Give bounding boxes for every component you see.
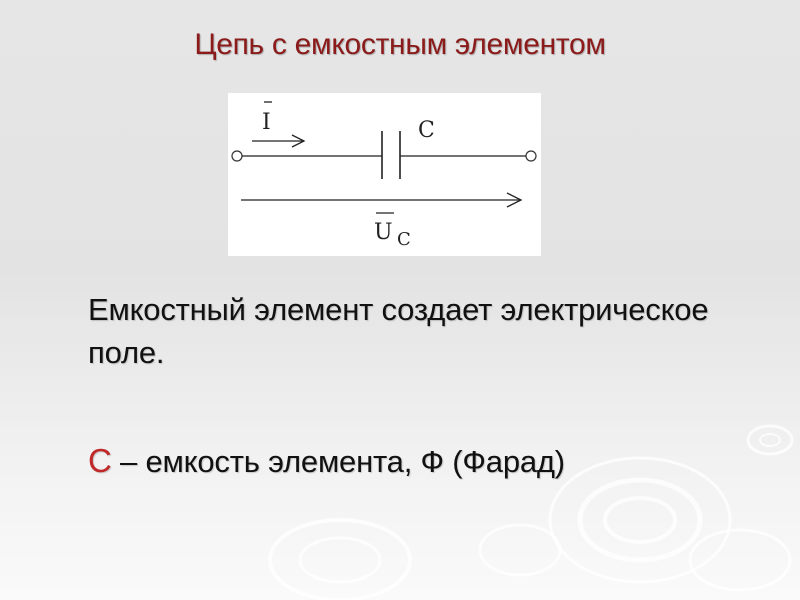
capacitance-symbol: С xyxy=(88,442,112,479)
voltage-arrow xyxy=(241,193,521,207)
circuit-diagram xyxy=(228,93,541,256)
definition-line xyxy=(88,442,778,480)
right-terminal xyxy=(526,151,536,161)
capacitor-label: C xyxy=(418,118,435,143)
current-arrow xyxy=(252,135,304,147)
current-label: I xyxy=(262,110,271,135)
voltage-subscript: C xyxy=(397,229,411,250)
slide-title: Цепь с емкостным элементом xyxy=(194,28,606,61)
definition-text: – емкость элемента, Ф (Фарад) xyxy=(111,444,565,479)
left-terminal xyxy=(232,151,242,161)
body-text: Емкостный элемент создает электрическое поле. xyxy=(88,292,709,370)
voltage-label: U xyxy=(374,220,393,245)
